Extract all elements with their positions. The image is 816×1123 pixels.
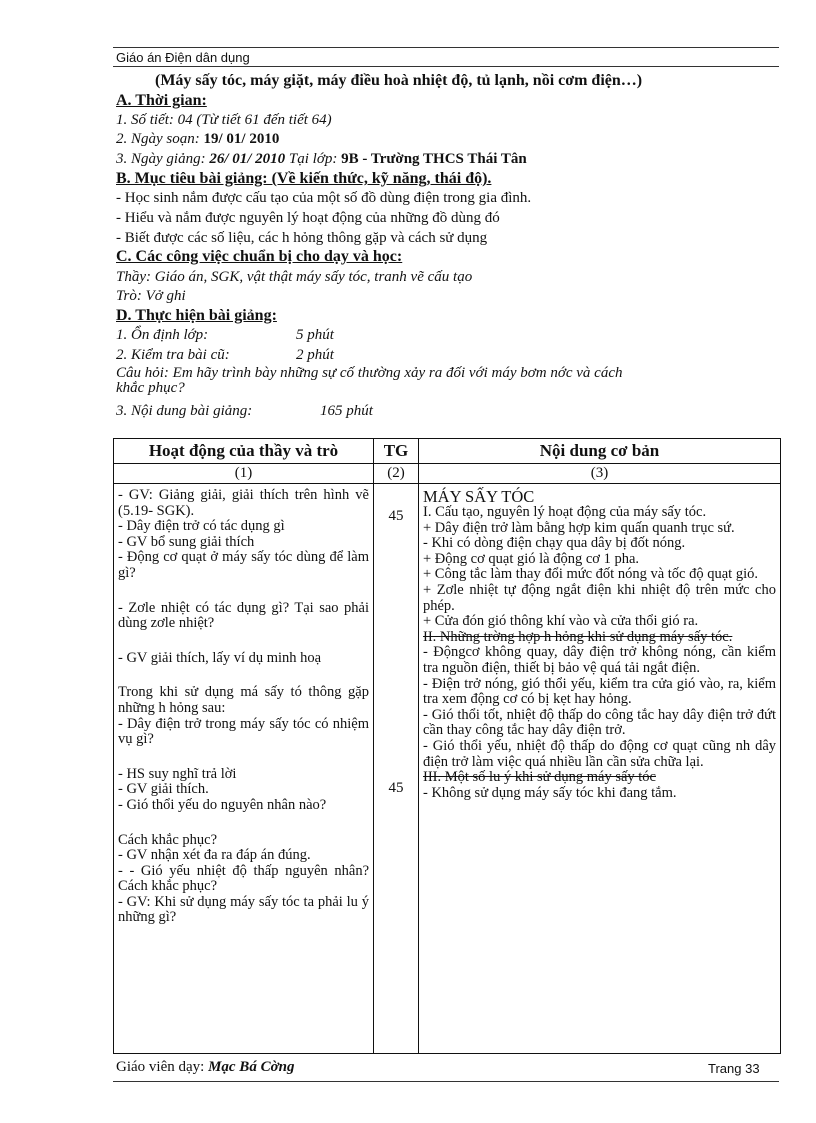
document-header-title: Giáo án Điện dân dụng <box>116 50 250 65</box>
footer-teacher <box>116 1059 294 1076</box>
activity-line: - Gió thổi yếu do nguyên nhân nào? <box>118 796 327 813</box>
section-a-heading: A. Thời gian: <box>116 92 207 109</box>
table-header-row <box>114 439 781 464</box>
old-lesson-check-label: 2. Kiểm tra bài cũ: <box>116 347 230 363</box>
content-title: MÁY SẤY TÓC <box>423 487 535 506</box>
content-line: - Gió thổi tốt, nhiệt độ thấp do công tắc hay dây điện trở đứt cần thay công tắc hay dây điện trở. <box>423 706 776 739</box>
prepare-date-line <box>116 130 279 148</box>
table-number-row <box>114 464 781 484</box>
spacer <box>118 632 369 651</box>
header-content: Nội dung cơ bản <box>419 439 781 464</box>
header-bottom-rule <box>113 66 779 67</box>
prepare-date-value: 19/ 01/ 2010 <box>203 131 280 147</box>
activity-line: - Dây điện trở có tác dụng gì <box>118 518 285 535</box>
activity-line: Trong khi sử dụng má sấy tó thông gặp những h hỏng sau: <box>118 684 369 716</box>
class-stabilize-label: 1. Ổn định lớp: <box>116 327 209 343</box>
teach-date-value: 26/ 01/ 2010 <box>209 151 286 167</box>
teach-date-line <box>116 150 527 168</box>
period-count: 1. Số tiết: 04 (Từ tiết 61 đến tiết 64) <box>116 112 332 128</box>
column-number: (2) <box>374 464 419 484</box>
spacer <box>118 582 369 601</box>
objective-item: - Học sinh nắm được cấu tạo của một số đồ dùng điện trong gia đình. <box>116 190 532 206</box>
activities-cell <box>114 484 374 1054</box>
content-line: - Độngcơ không quay, dây điện trở không nóng, cần kiểm tra nguồn điện, thiết bị bảo vệ quá tải ngắt điện. <box>423 644 776 676</box>
activity-line: Cách khắc phục? <box>118 831 218 848</box>
activity-line: - - Gió yếu nhiệt độ thấp nguyên nhân? Cách khắc phục? <box>118 862 369 895</box>
table-body-row <box>114 484 781 1054</box>
old-lesson-check-time: 2 phút <box>296 347 334 363</box>
time-cell <box>374 484 419 1054</box>
lesson-subtitle: (Máy sấy tóc, máy giặt, máy điều hoà nhiệt độ, tủ lạnh, nồi cơm điện…) <box>155 72 643 89</box>
class-stabilize-time: 5 phút <box>296 327 334 343</box>
teach-date-label: 3. Ngày giảng: <box>116 151 210 167</box>
activity-line: - Động cơ quạt ở máy sấy tóc dùng để làm gì? <box>118 549 369 581</box>
content-heading-3: III. Một số lu ý khi sử dụng máy sấy tóc <box>423 769 656 786</box>
activity-line: - GV giải thích. <box>118 781 209 798</box>
student-materials: Trò: Vở ghi <box>116 288 186 304</box>
spacer <box>118 814 369 833</box>
column-number: (3) <box>419 464 781 484</box>
spacer <box>118 666 369 685</box>
activity-line: - GV: Giảng giải, giải thích trên hình vẽ (5.19- SGK). <box>118 487 369 519</box>
activity-line: - GV nhận xét đa ra đáp án đúng. <box>118 847 311 864</box>
class-value: 9B - Trường THCS Thái Tân <box>341 151 527 167</box>
activity-line: - GV: Khi sử dụng máy sấy tóc ta phải lu ý những gì? <box>118 893 369 926</box>
activity-line: - HS suy nghĩ trả lời <box>118 765 237 782</box>
lesson-table <box>113 438 781 1054</box>
content-line: - Khi có dòng điện chạy qua dây bị đốt nóng. <box>423 535 686 552</box>
check-question-line-1: Câu hỏi: Em hãy trình bày những sự cố thường xảy ra đối với máy bơm nớc và cách <box>116 365 623 381</box>
section-c-heading: C. Các công việc chuẩn bị cho dạy và học: <box>116 248 403 265</box>
spacer <box>118 748 369 767</box>
content-line: - Không sử dụng máy sấy tóc khi đang tắm. <box>423 784 677 801</box>
teacher-materials: Thầy: Giáo án, SGK, vật thật máy sấy tóc, tranh vẽ cấu tạo <box>116 269 473 285</box>
section-d-heading: D. Thực hiện bài giảng: <box>116 307 277 324</box>
column-number: (1) <box>114 464 374 484</box>
content-heading-2: II. Những trờng hợp h hỏng khi sử dụng máy sấy tóc. <box>423 628 733 645</box>
content-line: + Động cơ quạt gió là động cơ 1 pha. <box>423 550 639 567</box>
content-cell <box>419 484 781 1054</box>
activity-line: - Dây điện trở trong máy sấy tóc có nhiệm vụ gì? <box>118 715 369 748</box>
content-line: + Zơle nhiệt tự động ngắt điện khi nhiệt độ trên mức cho phép. <box>423 581 776 614</box>
content-line: + Dây điện trở làm bằng hợp kim quấn quanh trục sứ. <box>423 519 735 536</box>
page-number: Trang 33 <box>708 1061 760 1076</box>
time-value: 45 <box>388 508 404 524</box>
activity-line: - GV giải thích, lấy ví dụ minh hoạ <box>118 649 322 666</box>
check-question-line-2: khắc phục? <box>116 380 185 396</box>
class-label: Tại lớp: <box>285 151 342 167</box>
footer-teacher-name: Mạc Bá Cờng <box>208 1059 295 1075</box>
content-line: - Gió thổi yếu, nhiệt độ thấp do động cơ quạt cũng nh dây điện trở làm việc quá nhiều lần cần sửa chữa lại. <box>423 737 776 770</box>
section-b-heading: B. Mục tiêu bài giảng: (Về kiến thức, kỹ năng, thái độ). <box>116 170 492 187</box>
content-line: + Công tắc làm thay đổi mức đốt nóng và tốc độ quạt gió. <box>423 566 758 583</box>
lesson-content-time: 165 phút <box>320 403 373 419</box>
prepare-date-label: 2. Ngày soạn: <box>116 131 204 147</box>
header-activities: Hoạt động của thầy và trò <box>114 439 374 464</box>
footer-teacher-label: Giáo viên dạy: <box>116 1059 209 1075</box>
header-top-rule <box>113 47 779 48</box>
objective-item: - Hiểu và nắm được nguyên lý hoạt động của những đồ dùng đó <box>116 210 500 226</box>
content-line: I. Cấu tạo, nguyên lý hoạt động của máy sấy tóc. <box>423 504 707 520</box>
objective-item: - Biết được các số liệu, các h hỏng thông gặp và cách sử dụng <box>116 230 488 246</box>
time-value: 45 <box>388 780 404 796</box>
lesson-content-label: 3. Nội dung bài giảng: <box>116 403 253 419</box>
activity-line: - GV bổ sung giải thích <box>118 533 255 550</box>
content-line: + Cửa đón gió thông khí vào và cửa thổi gió ra. <box>423 613 699 630</box>
footer-rule <box>113 1081 779 1082</box>
content-line: - Điện trở nóng, gió thổi yếu, kiểm tra cửa gió vào, ra, kiểm tra xem động cơ có bị kẹt hay hỏng. <box>423 675 776 708</box>
activity-line: - Zơle nhiệt có tác dụng gì? Tại sao phải dùng zơle nhiệt? <box>118 599 369 632</box>
header-time: TG <box>374 439 419 464</box>
